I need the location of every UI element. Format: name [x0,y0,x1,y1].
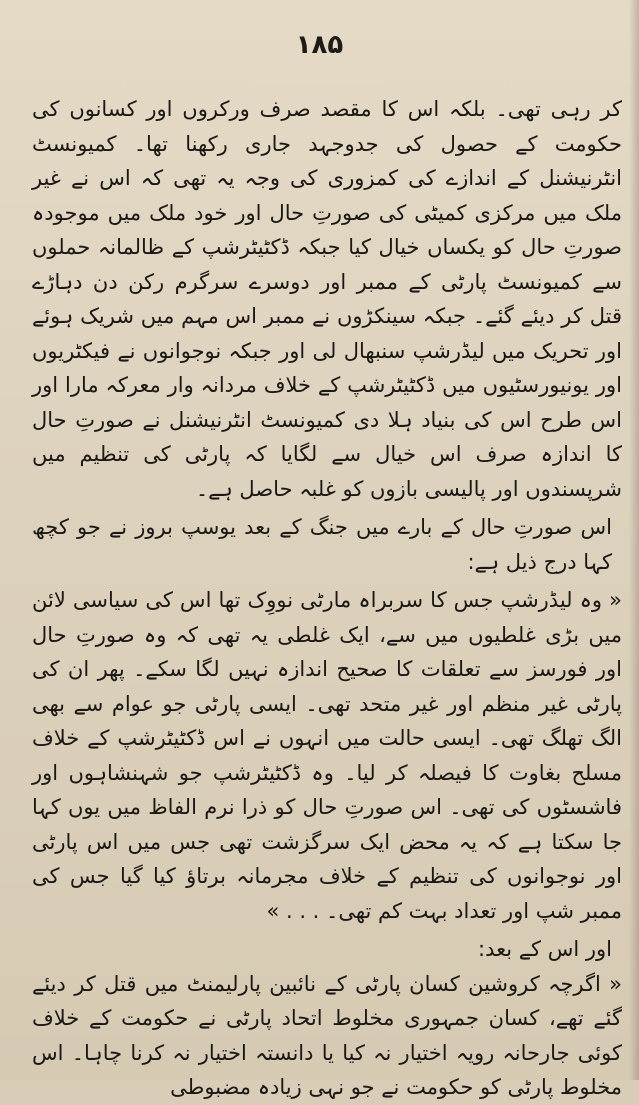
body-text [32,92,622,1105]
quote-paragraph-1: « وہ لیڈرشپ جس کا سربراہ مارٹی نووِک تھا اس کی سیاسی لائن میں بڑی غلطیوں میں سے، ایک غلطی یہ تھی کہ وہ صورتِ حال اور فورسز سے تعلقات کا صحیح اندازہ نہیں لگا سکے۔ پھر ان کی پارٹی غیر منظم اور غیر متحد تھی۔ ایسی پارٹی جو عوام سے بھی الگ تھلگ تھی۔ ایسی حالت میں انہوں نے اس ڈکٹیٹرشپ کے خلاف مسلح بغاوت کا فیصلہ کر لیا۔ وہ ڈکٹیٹرشپ جو شہنشاہوں اور فاشسٹوں کی تھی۔ اس صورتِ حال کو ذرا نرم الفاظ میں یوں کہا جا سکتا ہے کہ یہ محض ایک سرگزشت تھی جس میں اس پارٹی اور نوجوانوں کی تنظیم کے خلاف مجرمانہ برتاؤ کیا گیا جس کی ممبر شپ اور تعداد بہت کم تھی۔ . . . » [32,588,622,923]
paragraph-1: کر رہی تھی۔ بلکہ اس کا مقصد صرف ورکروں اور کسانوں کی حکومت کے حصول کی جدوجہد جاری رکھنا تھا۔ کمیونسٹ انٹرنیشنل کے اندازے کی کمزوری کی وجہ یہ تھی کہ اس نے غیر ملک میں مرکزی کمیٹی کی صورتِ حال اور خود ملک میں موجودہ صورتِ حال کو یکساں خیال کیا جبکہ ڈکٹیٹرشپ کے ظالمانہ حملوں سے کمیونسٹ پارٹی کے ممبر اور دوسرے سرگرم رکن دن دہاڑے قتل کر دیئے گئے۔ جبکہ سینکڑوں نے ممبر اس مہم میں شریک ہوئے اور تحریک میں لیڈرشپ سنبھال لی اور جبکہ نوجوانوں نے فیکٹریوں اور یونیورسٹیوں میں ڈکٹیٹرشپ کے خلاف مردانہ وار معرکہ مارا اور اس طرح اس کی بنیاد ہلا دی کمیونسٹ انٹرنیشنل نے صورتِ حال کا اندازہ صرف اس خیال سے لگایا کہ پارٹی کی تنظیم میں شرپسندوں اور پالیسی بازوں کو غلبہ حاصل ہے۔ [32,97,622,501]
page-edge-shadow [629,0,639,1080]
paragraph-3: اور اس کے بعد: [478,937,612,961]
page-number: ۱۸۵ [295,30,344,60]
quote-paragraph-2: « اگرچہ کروشین کسان پارٹی کے نائبین پارلیمنٹ میں قتل کر دیئے گئے تھے، کسان جمہوری مخلوط اتحاد پارٹی نے حکومت کے خلاف کوئی جارحانہ رویہ اختیار نہ کیا یا دانستہ اختیار نہ کرنا چاہا۔ اس مخلوط پارٹی کو حکومت نے جو نہی زیادہ مضبوطی [32,971,622,1099]
paragraph-2: اس صورتِ حال کے بارے میں جنگ کے بعد یوسپ بروز نے جو کچھ کہا درج ذیل ہے: [32,515,612,574]
